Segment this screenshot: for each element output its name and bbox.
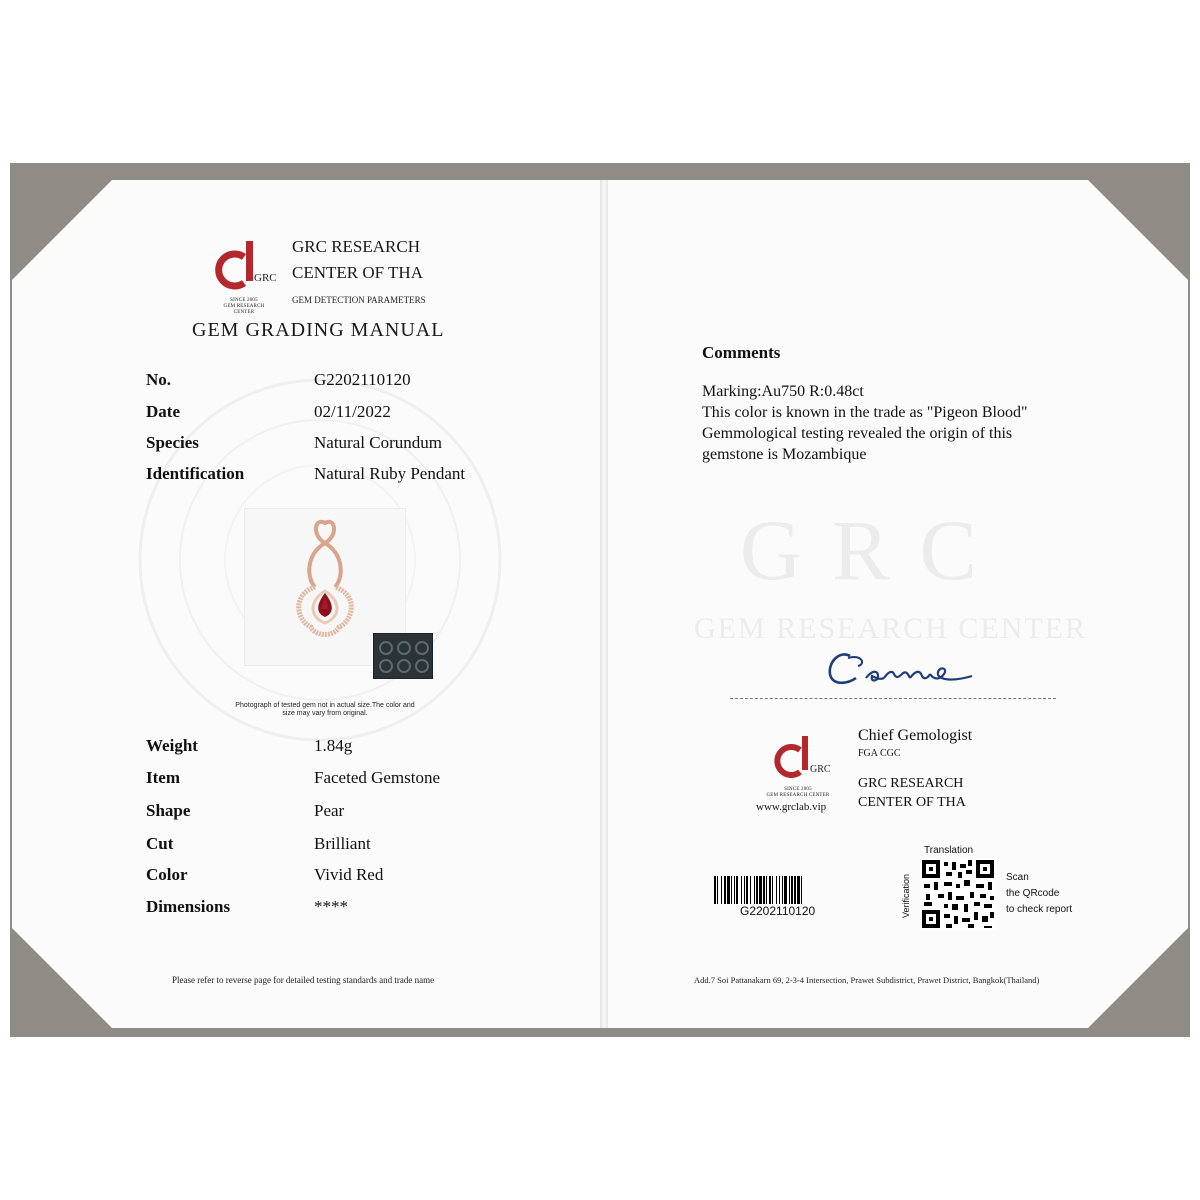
- org-name-right: [858, 774, 966, 812]
- logo-right-center: GEM RESEARCH CENTER: [766, 793, 830, 798]
- field-label-cut: Cut: [146, 834, 174, 853]
- hologram-sticker: [373, 633, 433, 679]
- website: www.grclab.vip: [756, 801, 827, 813]
- field-label-weight: Weight: [146, 736, 198, 755]
- photo-caption-line-1: Photograph of tested gem not in actual size.The color and: [235, 702, 415, 709]
- grc-watermark-subtitle: GEM RESEARCH CENTER: [694, 612, 1088, 645]
- org-right-line-2: CENTER OF THA: [858, 795, 966, 810]
- qr-code[interactable]: [920, 858, 996, 930]
- scan-line-1: Scan: [1006, 872, 1029, 883]
- field-value-date: 02/11/2022: [314, 402, 391, 421]
- grc-logo-text: GRC: [254, 272, 277, 284]
- barcode: [714, 876, 866, 904]
- signature-line: [730, 698, 1056, 699]
- field-label-dimensions: Dimensions: [146, 897, 231, 916]
- field-label-date: Date: [146, 402, 180, 421]
- corner-holder-bottom-right: [1088, 928, 1188, 1028]
- comments-body: [702, 381, 1102, 465]
- translation-label: Translation: [924, 845, 974, 856]
- gem-photo: [244, 508, 406, 666]
- barcode-gap: [802, 876, 804, 904]
- corner-holder-bottom-left: [12, 928, 112, 1028]
- corner-holder-top-right: [1088, 180, 1188, 280]
- field-value-identification: Natural Ruby Pendant: [314, 464, 466, 483]
- field-label-shape: Shape: [146, 801, 191, 820]
- org-right-line-1: GRC RESEARCH: [858, 776, 964, 791]
- field-value-cut: Brilliant: [314, 834, 371, 853]
- photo-caption-line-2: size may vary from original.: [282, 710, 368, 717]
- comment-line-1: Marking:Au750 R:0.48ct: [702, 383, 864, 400]
- field-value-color: Vivid Red: [314, 865, 384, 884]
- field-label-color: Color: [146, 865, 188, 884]
- field-value-item: Faceted Gemstone: [314, 768, 441, 787]
- comments-heading: Comments: [702, 343, 781, 362]
- logo-right-since: SINCE 2005: [784, 787, 812, 792]
- field-label-identification: Identification: [146, 464, 245, 483]
- grc-watermark: GRC: [740, 502, 1007, 598]
- field-label-species: Species: [146, 433, 199, 452]
- comment-line-4: gemstone is Mozambique: [702, 446, 867, 463]
- org-line-1: GRC RESEARCH: [292, 237, 420, 256]
- qr-code-pattern: [920, 858, 996, 930]
- grc-logo: [214, 237, 277, 315]
- grc-logo-right-mark: [774, 734, 834, 782]
- grc-logo-right-text: GRC: [810, 764, 831, 775]
- field-value-dimensions: ****: [314, 897, 348, 916]
- photo-caption: [212, 702, 438, 718]
- signature: [822, 644, 982, 692]
- verification-label: Verification: [901, 873, 911, 918]
- scan-line-2: the QRcode: [1006, 888, 1060, 899]
- field-value-shape: Pear: [314, 801, 345, 820]
- gemologist-credentials: FGA CGC: [858, 748, 901, 759]
- org-line-2: CENTER OF THA: [292, 263, 423, 282]
- reverse-page-note: Please refer to reverse page for detailed testing standards and trade name: [172, 975, 435, 985]
- corner-holder-top-left: [12, 180, 112, 280]
- comment-line-2: This color is known in the trade as "Pigeon Blood": [702, 404, 1028, 421]
- field-value-weight: 1.84g: [314, 736, 353, 755]
- right-page: [606, 180, 1188, 1028]
- scan-line-3: to check report: [1006, 904, 1073, 915]
- field-value-species: Natural Corundum: [314, 433, 442, 452]
- grc-logo-mark: [214, 237, 277, 293]
- hologram-pattern: [374, 634, 434, 680]
- document-title: GEM GRADING MANUAL: [192, 319, 445, 341]
- barcode-number: G2202110120: [740, 904, 816, 918]
- grc-logo-right: [756, 734, 836, 813]
- subtitle: GEM DETECTION PARAMETERS: [292, 295, 426, 305]
- logo-center: GEM RESEARCH CENTER: [223, 304, 265, 315]
- logo-since: SINCE 2005: [230, 298, 258, 303]
- field-value-no: G2202110120: [314, 370, 411, 389]
- field-label-item: Item: [146, 768, 180, 787]
- page-fold: [600, 180, 608, 1028]
- address: Add.7 Soi Pattanakarn 69, 2-3-4 Intersection, Prawet Subdistrict, Prawet District, Bangkok(Thailand): [694, 975, 1040, 985]
- field-label-no: No.: [146, 370, 172, 389]
- gemologist-title: Chief Gemologist: [858, 727, 973, 744]
- org-name: [292, 234, 423, 286]
- scan-instructions: [1006, 870, 1072, 918]
- comment-line-3: Gemmological testing revealed the origin of this: [702, 425, 1013, 442]
